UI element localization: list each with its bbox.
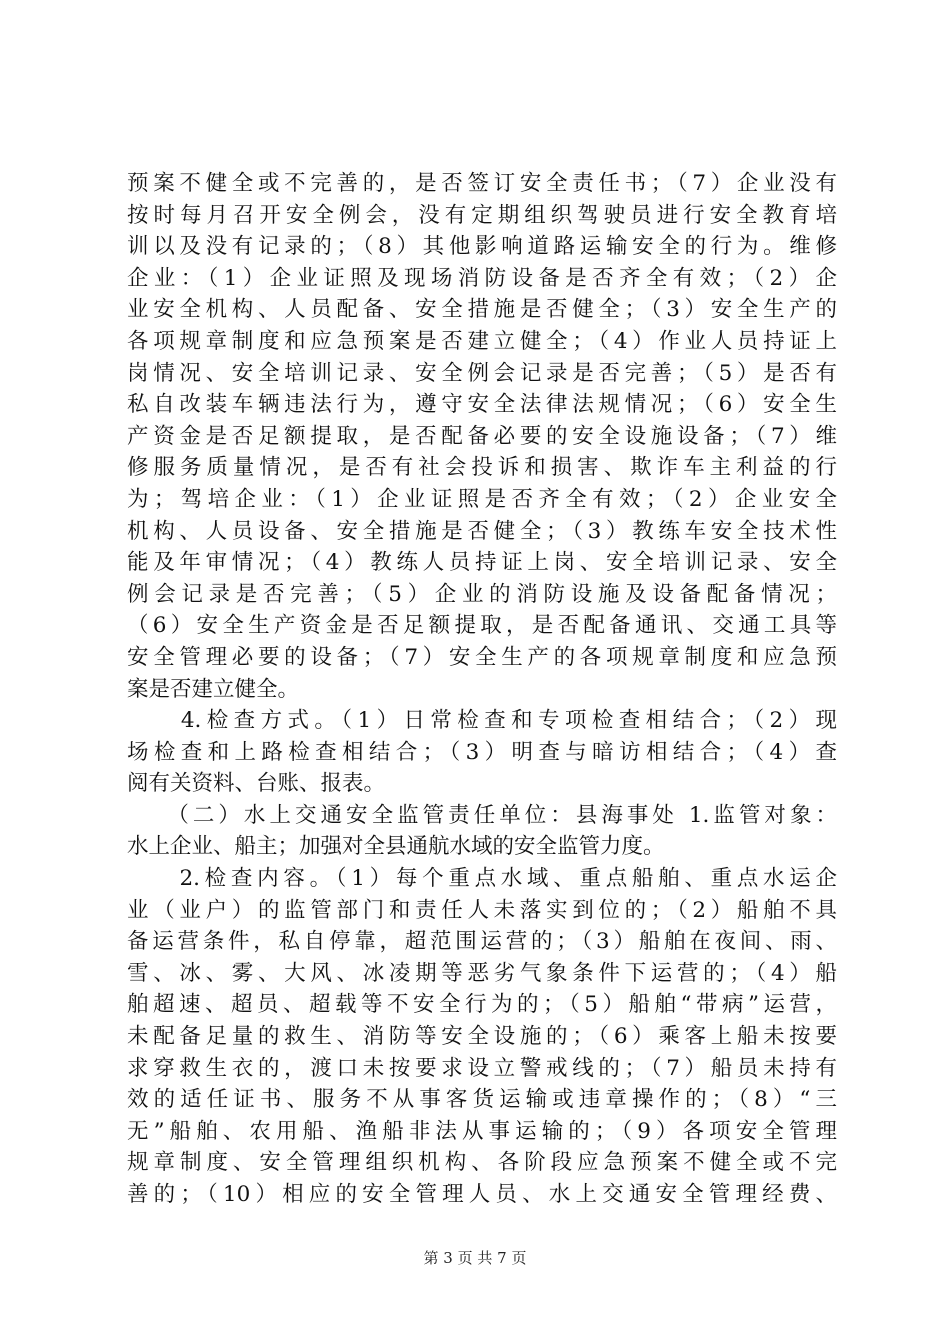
text-line: 能及年审情况；（4）教练人员持证上岗、安全培训记录、安全: [127, 550, 837, 576]
text-line: 舶超速、超员、超载等不安全行为的；（5）船舶“带病”运营，: [127, 992, 837, 1018]
text-line: 规章制度、安全管理组织机构、各阶段应急预案不健全或不完: [127, 1150, 837, 1176]
text-line: 企业：（1）企业证照及现场消防设备是否齐全有效；（2）企: [127, 265, 837, 291]
text-line: 产资金是否足额提取，是否配备必要的安全设施设备；（7）维: [127, 423, 837, 449]
text-line: 善的；（10）相应的安全管理人员、水上交通安全管理经费、: [127, 1182, 837, 1207]
text-line: 无”船舶、农用船、渔船非法从事运输的；（9）各项安全管理: [127, 1118, 837, 1144]
text-line: 案是否建立健全。: [127, 676, 300, 702]
text-line: 各项规章制度和应急预案是否建立健全；（4）作业人员持证上: [127, 328, 837, 354]
text-line: 场检查和上路检查相结合；（3）明查与暗访相结合；（4）查: [127, 739, 837, 765]
text-line: 阅有关资料、台账、报表。: [127, 771, 386, 797]
text-line: 水上企业、船主；加强对全县通航水域的安全监管力度。: [127, 834, 665, 860]
text-line: 雪、冰、雾、大风、冰凌期等恶劣气象条件下运营的；（4）船: [127, 960, 837, 986]
text-line: 机构、人员设备、安全措施是否健全；（3）教练车安全技术性: [127, 518, 837, 544]
text-line: 私自改装车辆违法行为，遵守安全法律法规情况；（6）安全生: [127, 392, 837, 418]
text-line: 效的适任证书、服务不从事客货运输或违章操作的；（8）“三: [127, 1087, 837, 1113]
text-line: 2.检查内容。（1）每个重点水域、重点船舶、重点水运企: [127, 866, 837, 892]
text-line: 安全管理必要的设备；（7）安全生产的各项规章制度和应急预: [127, 644, 837, 670]
text-line: 修服务质量情况，是否有社会投诉和损害、欺诈车主利益的行: [127, 455, 837, 481]
text-line: 为；驾培企业：（1）企业证照是否齐全有效；（2）企业安全: [127, 486, 837, 512]
page-footer: 第 3 页 共 7 页: [423, 1249, 527, 1267]
text-line: 4.检查方式。（1）日常检查和专项检查相结合；（2）现: [127, 708, 837, 734]
text-line: 未配备足量的救生、消防等安全设施的；（6）乘客上船未按要: [127, 1024, 837, 1050]
text-line: 业安全机构、人员配备、安全措施是否健全；（3）安全生产的: [127, 297, 837, 323]
text-line: 业（业户）的监管部门和责任人未落实到位的；（2）船舶不具: [127, 897, 837, 923]
text-line: 例会记录是否完善；（5）企业的消防设施及设备配备情况；: [127, 581, 837, 607]
text-line: 训以及没有记录的；（8）其他影响道路运输安全的行为。维修: [127, 234, 837, 260]
text-line: 岗情况、安全培训记录、安全例会记录是否完善；（5）是否有: [127, 360, 837, 386]
text-line: 按时每月召开安全例会，没有定期组织驾驶员进行安全教育培: [127, 202, 837, 228]
text-line: （二）水上交通安全监管责任单位：县海事处 1.监管对象：: [127, 802, 837, 828]
body-text: [127, 168, 837, 1211]
text-line: （6）安全生产资金是否足额提取，是否配备通讯、交通工具等: [127, 613, 837, 639]
text-line: 备运营条件，私自停靠，超范围运营的；（3）船舶在夜间、雨、: [127, 929, 837, 955]
text-line: 预案不健全或不完善的，是否签订安全责任书；（7）企业没有: [127, 171, 837, 196]
text-line: 求穿救生衣的，渡口未按要求设立警戒线的；（7）船员未持有: [127, 1055, 837, 1081]
